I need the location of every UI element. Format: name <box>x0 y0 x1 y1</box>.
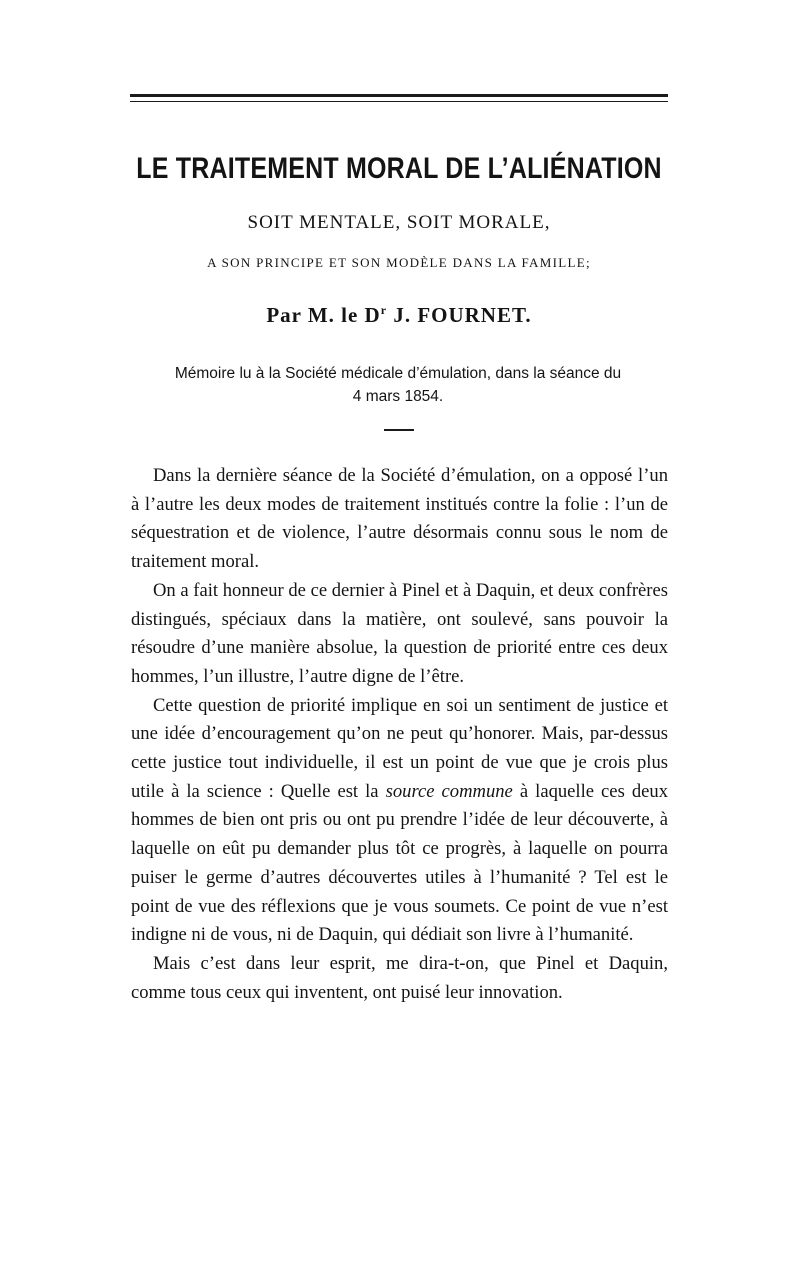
paragraph-3-italic: source commune <box>385 780 513 802</box>
memoire-line-2: 4 mars 1854. <box>352 388 444 405</box>
subtitle-line-2: A SON PRINCIPE ET SON MODÈLE DANS LA FAMILLE; <box>207 255 591 270</box>
memoire-note <box>148 362 648 408</box>
top-rule-thin <box>130 101 668 102</box>
top-rule-thick <box>130 94 668 97</box>
author-prefix: Par M. le D <box>266 303 381 327</box>
author-name: J. FOURNET. <box>387 303 532 327</box>
paragraph-2: On a fait honneur de ce dernier à Pinel et à Daquin, et deux confrères distingués, spéciaux dans la matière, ont soulevé, sans pouvoir la résoudre d’une manière absolue, la question de priorité entre ces deux hommes, l’un illustre, l’autre digne de l’être. <box>131 579 668 687</box>
subtitle-line-1: SOIT MENTALE, SOIT MORALE, <box>247 212 551 233</box>
memoire-line-1: Mémoire lu à la Société médicale d’émulation, dans la séance du <box>174 365 622 382</box>
paragraph-3-part-1: Cette question de priorité implique en soi un sentiment de justice et une idée d’encouragement qu’on ne peut qu’honorer. Mais, par-dessus cette justice tout individuelle, il est un point de vue que je crois plus utile à la science : Quelle est la <box>131 694 668 802</box>
author-title-sup: r <box>380 303 388 317</box>
paragraph-4: Mais c’est dans leur esprit, me dira-t-on, que Pinel et Daquin, comme tous ceux qui inventent, ont puisé leur innovation. <box>131 952 668 1003</box>
paragraph-3 <box>131 692 668 950</box>
article-title: LE TRAITEMENT MORAL DE L’ALIÉNATION <box>136 152 662 186</box>
author-line <box>130 303 668 328</box>
paragraph-3-part-2: à laquelle ces deux hommes de bien ont pris ou ont pu prendre l’idée de leur découverte, à laquelle on eût pu demander plus tôt ce progrès, à laquelle on pourra puiser le germe d’autres découvertes utiles à l’humanité ? Tel est le point de vue des réflexions que je vous soumets. Ce point de vue n’est indigne ni de vous, ni de Daquin, qui dédiait son livre à l’humanité. <box>131 780 668 946</box>
body-text <box>131 462 668 1007</box>
section-dash <box>384 429 414 431</box>
paragraph-1: Dans la dernière séance de la Société d’émulation, on a opposé l’un à l’autre les deux modes de traitement institués contre la folie : l’un de séquestration et de violence, l’autre désormais connu sous le nom de traitement moral. <box>131 465 668 573</box>
